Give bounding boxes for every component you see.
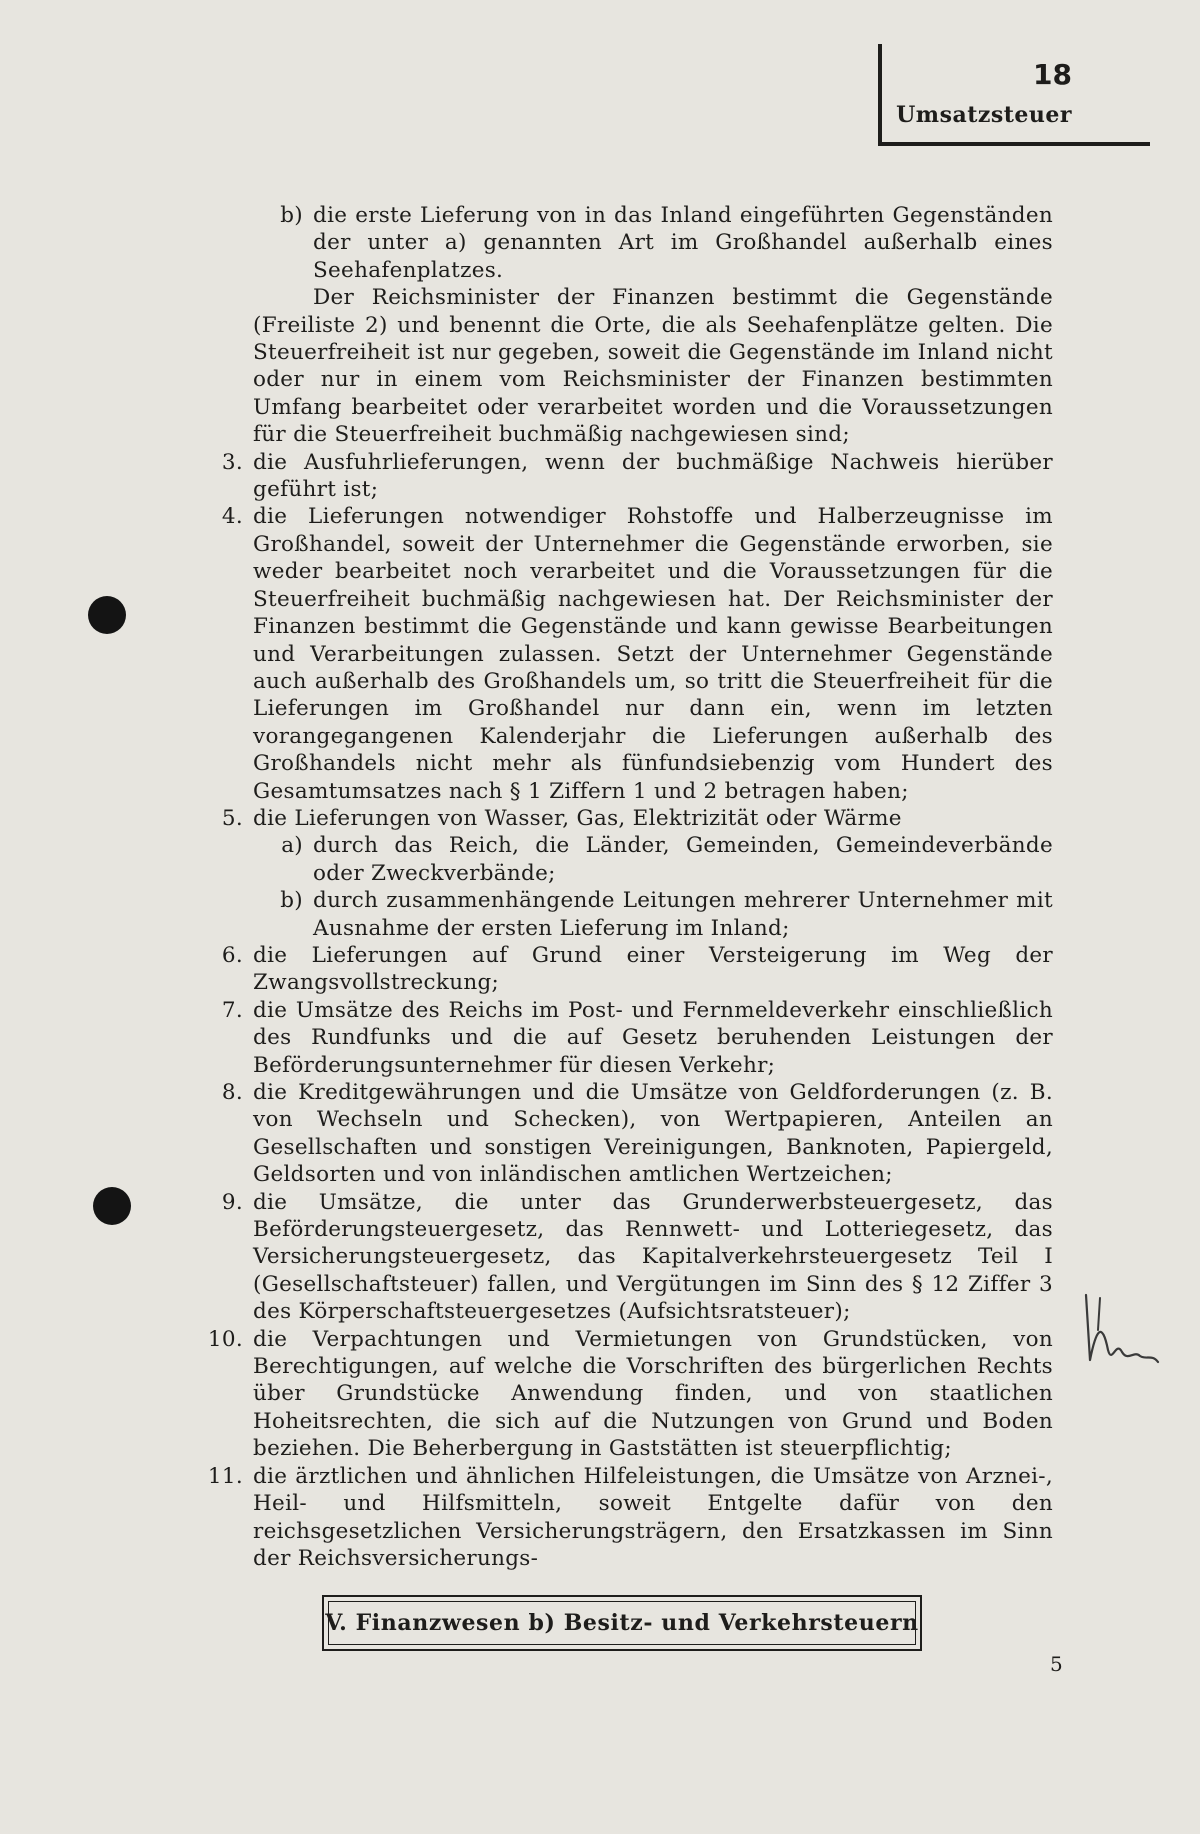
list-item-5 xyxy=(193,805,1053,832)
list-item-5a xyxy=(193,832,1053,887)
list-item-text: die Kreditgewährungen und die Umsätze von Geldforderungen (z. B. von Wechseln und Schecken), von Wertpapieren, Anteilen an Gesellschaften und sonstigen Vereinigungen, Banknoten, Papiergeld, Geldsorten und von inländischen amtlichen Wertzeichen; xyxy=(253,1080,1053,1188)
list-item-11 xyxy=(193,1463,1053,1573)
list-item-text: durch zusammenhängende Leitungen mehrerer Unternehmer mit Ausnahme der ersten Lieferung im Inland; xyxy=(313,888,1053,941)
list-item-5b xyxy=(193,887,1053,942)
page-number: 5 xyxy=(1050,1652,1063,1676)
document-body xyxy=(193,202,1053,1572)
list-item-10 xyxy=(193,1326,1053,1463)
list-item-number: 7. xyxy=(221,997,243,1023)
list-item-number: 6. xyxy=(221,942,243,968)
page-section-title: Umsatzsteuer xyxy=(896,102,1072,128)
list-item-text: die Ausfuhrlieferungen, wenn der buchmäßige Nachweis hierüber geführt ist; xyxy=(253,449,1053,503)
list-item-text: die Umsätze des Reichs im Post- und Fernmeldeverkehr einschließlich des Rundfunks und die auf Gesetz beruhenden Leistungen der Beförderungsunternehmer für diesen Verkehr; xyxy=(253,997,1053,1078)
list-item-6 xyxy=(193,942,1053,997)
list-item-number: 8. xyxy=(221,1080,243,1105)
list-item-label: b) xyxy=(280,888,303,914)
list-item-number: 10. xyxy=(207,1326,243,1352)
footer-section-label: V. Finanzwesen b) Besitz- und Verkehrsteuern xyxy=(325,1610,919,1636)
list-item-text: die Lieferungen auf Grund einer Versteigerung im Weg der Zwangsvollstreckung; xyxy=(253,942,1053,996)
list-item-text: die Lieferungen notwendiger Rohstoffe und Halberzeugnisse im Großhandel, soweit der Unternehmer die Gegenstände erworben, sie weder bearbeitet noch verarbeitet und die Voraussetzungen für die Steuerfreiheit buchmäßig nachgewiesen hat. Der Reichsminister der Finanzen bestimmt die Gegenstände und kann gewisse Bearbeitungen und Verarbeitungen zulassen. Setzt der Unternehmer Gegenstände auch außerhalb des Großhandels um, so tritt die Steuerfreiheit für die Lieferungen im Großhandel nur dann ein, wenn im letzten vorangegangenen Kalenderjahr die Lieferungen außerhalb des Großhandels nicht mehr als fünfundsiebenzig vom Hundert des Gesamtumsatzes nach § 1 Ziffern 1 und 2 betragen haben; xyxy=(253,504,1053,804)
list-item-3 xyxy=(193,449,1053,504)
list-item-label: b) xyxy=(280,203,303,228)
list-item-text: die erste Lieferung von in das Inland eingeführten Gegenständen der unter a) genannten Art im Großhandel außerhalb eines Seehafenplatzes. xyxy=(313,203,1053,283)
punch-hole-top xyxy=(88,596,126,634)
handwritten-mark-icon xyxy=(1078,1290,1168,1390)
list-item-text: die Umsätze, die unter das Grunderwerbsteuergesetz, das Beförderungsteuergesetz, das Rennwett- und Lotteriegesetz, das Versicherungsteuergesetz, das Kapitalverkehrsteuergesetz Teil I (Gesellschaftsteuer) fallen, und Vergütungen im Sinn des § 12 Ziffer 3 des Körperschaftsteuergesetzes (Aufsichtsratsteuer); xyxy=(253,1189,1053,1325)
list-item-number: 5. xyxy=(221,805,243,831)
paragraph-freiliste: Der Reichsminister der Finanzen bestimmt die Gegenstände (Freiliste 2) und benennt die Orte, die als Seehafenplätze gelten. Die Steuerfreiheit ist nur gegeben, soweit die Gegenstände im Inland nicht oder nur in einem vom Reichsminister der Finanzen bestimmten Umfang bearbeitet oder verarbeitet worden und die Voraussetzungen für die Steuerfreiheit buchmäßig nachgewiesen sind; xyxy=(253,285,1053,448)
page-section-number: 18 xyxy=(1033,58,1072,91)
list-item-text: die Lieferungen von Wasser, Gas, Elektrizität oder Wärme xyxy=(253,805,902,831)
list-item-number: 11. xyxy=(207,1463,243,1489)
list-item-number: 4. xyxy=(221,504,243,530)
list-item-number: 3. xyxy=(221,449,243,475)
list-item-4 xyxy=(193,503,1053,804)
list-item-2b xyxy=(193,202,1053,284)
list-item-number: 9. xyxy=(221,1189,243,1215)
list-item-label: a) xyxy=(281,833,303,859)
list-item-8 xyxy=(193,1079,1053,1189)
list-item-text: die Verpachtungen und Vermietungen von Grundstücken, von Berechtigungen, auf welche die Vorschriften des bürgerlichen Rechts über Grundstücke Anwendung finden, und von staatlichen Hoheitsrechten, die sich auf die Nutzungen von Grund und Boden beziehen. Die Beherbergung in Gaststätten ist steuerpflichtig; xyxy=(253,1326,1053,1462)
footer-section-box xyxy=(322,1595,922,1651)
punch-hole-bottom xyxy=(93,1187,131,1225)
list-item-9 xyxy=(193,1189,1053,1326)
header-box xyxy=(878,44,1150,146)
list-item-text: durch das Reich, die Länder, Gemeinden, Gemeindeverbände oder Zweckverbände; xyxy=(313,833,1053,886)
list-item-text: die ärztlichen und ähnlichen Hilfeleistungen, die Umsätze von Arznei-, Heil- und Hilfsmitteln, soweit Entgelte dafür von den reichsgesetzlichen Versicherungsträgern, den Ersatzkassen im Sinn der Reichsversicherungs- xyxy=(253,1463,1053,1571)
list-item-7 xyxy=(193,997,1053,1079)
